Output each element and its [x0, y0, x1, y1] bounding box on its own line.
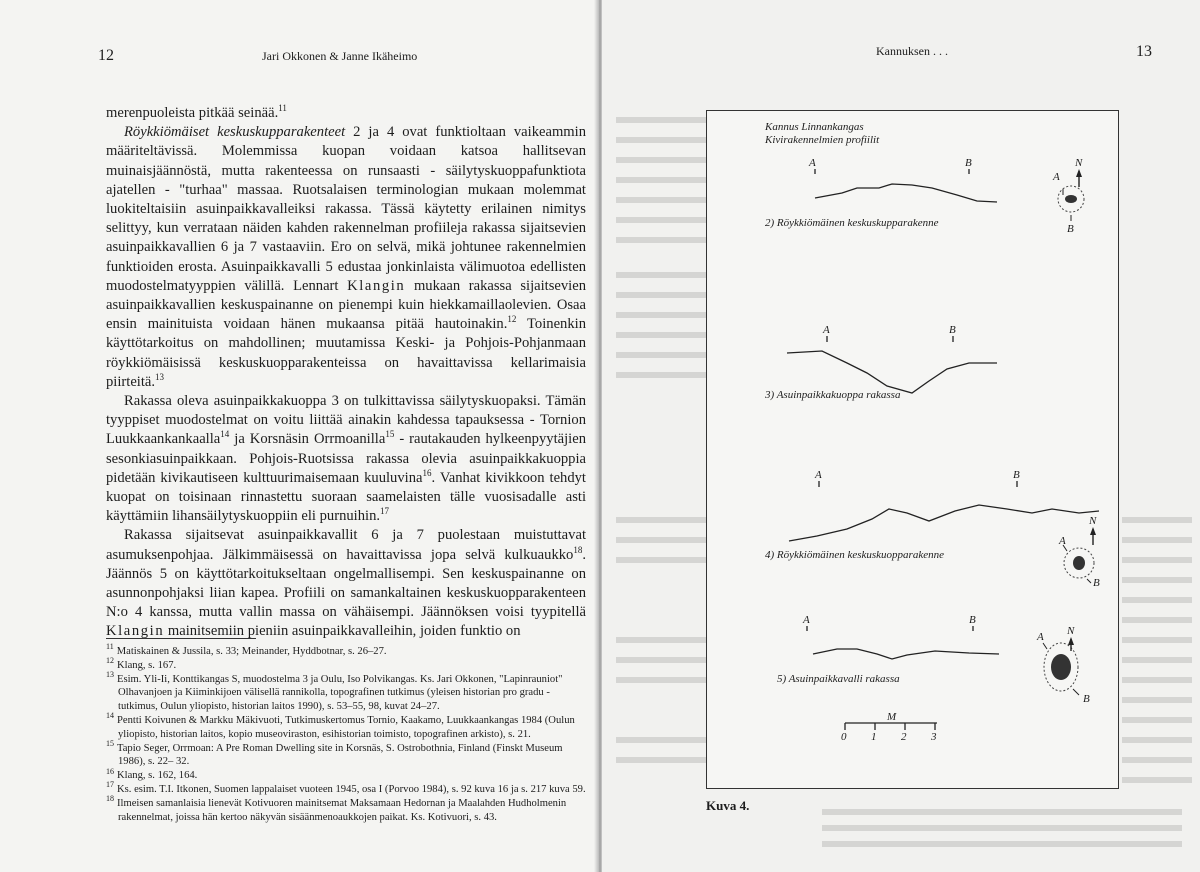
- profile-5-label-b: B: [969, 614, 976, 626]
- figure-title-line-2: Kivirakennelmien profiilit: [765, 134, 880, 146]
- scale-tick-1: 1: [871, 731, 877, 743]
- scale-bar: [845, 723, 937, 730]
- paragraph-2: Röykkiömäiset keskuskupparakenteet 2 ja 4 ovat funktioltaan vaikeammin määriteltävissä. Molemmissa kuopan voidaan katsoa hallitsevan muinaisjäännöstä, mutta rakenteessa on runsaasti - säilytyskuoppafunktiota ajatellen - "turhaa" massaa. Ruotsalaisen terminologian mukaan molemmat luokiteltaisiin asuinpaikkavalleiksi rakassa. Tässä käytetty erilainen nimitys selittyy, kun verrataan näiden kahden rakennelman profiileja rakassa sijaitsevien asuinpaikkavallien 6 ja 7 vastaaviin. Ero on selvä, mikä johtunee rakennelmien funktioiden erosta. Asuinpaikkavalli 5 edustaa jonkinlaista välimuotoa edellisten muodostelmatyyppien välillä. Lennart Klangin mukaan rakassa sijaitsevien asuinpaikkavallien keskuspainanne on pienempi kuin hiekkamaillaolevien. Osaa ensin mainituista voidaan hänen mukaansa pitää hautoinakin.$^{12}$ Toinenkin käyttötarkoitus on mahdollinen; muutamissa Keski- ja Pohjois-Pohjanmaan röykkiömäisissä keskuskuopparakenteissa on havaittavissa kellarimaisia piirteitä.$^{13}$: [106, 124, 586, 390]
- profile-2-line: [815, 184, 997, 202]
- footnote-rule: [106, 638, 256, 639]
- profile-5-caption: 5) Asuinpaikkavalli rakassa: [777, 673, 900, 685]
- footnotes: [106, 638, 586, 824]
- scale-tick-3: 3: [931, 731, 937, 743]
- plan-view-2: [1058, 169, 1084, 221]
- page-number-left: 12: [98, 47, 114, 64]
- running-header-right: Kannuksen . . .: [876, 44, 948, 58]
- plan-view-4: [1063, 527, 1096, 583]
- plan-2-label-b: B: [1067, 223, 1074, 235]
- main-text: [106, 104, 586, 642]
- page-number-right: 13: [1136, 43, 1152, 60]
- plan-2-label-a: A: [1053, 171, 1060, 183]
- paragraph-3: Rakassa oleva asuinpaikkakuoppa 3 on tulkittavissa säilytyskuopaksi. Tämän tyyppiset muodostelmat on voitu liittää ainakin kahdessa tapauksessa - Tornion Luukkaankankaalla$^{14}$ ja Korsnäsin Orrmoanilla$^{15}$ - rautakauden hylkeenpyytäjien sesonkiasuinpaikkaan. Pohjois-Ruotsissa rakassa olevia asuinpaikkakuoppia pidetään kivikautiseen kulttuurimaisemaan kuuluvina$^{16}$. Vanhat kivikkoon tehdyt kuopat on toisinaan rinnastettu suoraan saamelaisten tälle vuosisadalle asti käyttämiin lihansäilytyskuoppiin eli purnuihin.$^{17}$: [106, 393, 586, 525]
- profile-2-caption: 2) Röykkiömäinen keskuskupparakenne: [765, 217, 939, 229]
- plan-5-label-b: B: [1083, 693, 1090, 705]
- footnote-12: $^{12}$ Klang, s. 167.: [106, 656, 177, 671]
- profile-3-label-b: B: [949, 324, 956, 336]
- profile-drawings: [707, 111, 1118, 788]
- profile-4-line: [789, 505, 1099, 541]
- scale-unit: M: [887, 711, 897, 723]
- profile-5-label-a: A: [803, 614, 810, 626]
- footnote-18: $^{18}$ Ilmeisen samanlaisia lienevät Kotivuoren mainitsemat Maksamaan Hedornan ja Maalahden Hudholmenin rakennelmat, joissa hän kertoo näkyvän sisäänmenoaukkojen paikat. Ks. Kotivuori, s. 43.: [106, 794, 567, 823]
- profile-3-label-a: A: [823, 324, 830, 336]
- footnote-16: $^{16}$ Klang, s. 162, 164.: [106, 766, 198, 782]
- profile-4-label-a: A: [815, 469, 822, 481]
- left-page: [0, 0, 598, 872]
- figure-title-line-1: Kannus Linnankangas: [765, 121, 864, 133]
- north-label-5: N: [1067, 625, 1075, 637]
- paragraph-1: merenpuoleista pitkää seinää.$^{11}$: [106, 103, 287, 121]
- plan-4-label-b: B: [1093, 577, 1100, 589]
- running-header-left: Jari Okkonen & Janne Ikäheimo: [262, 49, 418, 63]
- north-label-4: N: [1089, 515, 1097, 527]
- footnote-17: $^{17}$ Ks. esim. T.I. Itkonen, Suomen lappalaiset vuoteen 1945, osa I (Porvoo 1984), s. 92 kuva 16 ja s. 217 kuva 59.: [106, 780, 586, 795]
- footnote-13: $^{13}$ Esim. Yli-Ii, Konttikangas S, muodostelma 3 ja Oulu, Iso Polvikangas. Ks. Jari Okkonen, "Lapinrauniot" Olhavanjoen ja Kiiminkijoen välisellä rannikolla, topografinen tutkimus (yleisen historian pro gradu -tutkimus, Oulun yliopisto, historian laitos 1990), s. 53–55, 98, kuvat 24–27.: [106, 670, 563, 713]
- figure-label: Kuva 4.: [706, 798, 750, 813]
- profile-3-line: [787, 351, 997, 393]
- profile-5-line: [813, 649, 999, 659]
- profile-4-label-b: B: [1013, 469, 1020, 481]
- profile-4-caption: 4) Röykkiömäinen keskuskuopparakenne: [765, 549, 944, 561]
- scale-tick-2: 2: [901, 731, 907, 743]
- figure-profiles: [706, 110, 1119, 789]
- plan-5-label-a: A: [1037, 631, 1044, 643]
- figure-title: [765, 121, 879, 147]
- profile-2-label-a: A: [809, 157, 816, 169]
- north-label-2: N: [1075, 157, 1083, 169]
- profile-2-label-b: B: [965, 157, 972, 169]
- footnote-11: $^{11}$ Matiskainen & Jussila, s. 33; Meinander, Hyddbotnar, s. 26–27.: [106, 642, 387, 657]
- footnote-14: $^{14}$ Pentti Koivunen & Markku Mäkivuoti, Tutkimuskertomus Tornio, Kaakamo, Luukkaankangas 1984 (Oulun yliopisto, historian laitos, kopio museoviraston, esihistorian toimisto, topografinen arkisto), s. 21.: [106, 711, 575, 740]
- plan-4-label-a: A: [1059, 535, 1066, 547]
- plan-view-5: [1043, 637, 1079, 695]
- scale-tick-0: 0: [841, 731, 847, 743]
- footnote-15: $^{15}$ Tapio Seger, Orrmoan: A Pre Roman Dwelling site in Korsnäs, S. Ostrobothnia, Finland (Finskt Museum 1986), s. 22– 32.: [106, 739, 563, 768]
- paragraph-4: Rakassa sijaitsevat asuinpaikkavallit 6 ja 7 puolestaan muistuttavat asumuksenpohjaa. Jälkimmäisessä on havaittavissa jopa selvä kulkuaukko$^{18}$. Jäännös 5 on käyttötarkoitukseltaan ongelmallisempi. Sen keskuspainanne on asunnonpohjaksi liian kapea. Profiili on samankaltainen keskuskuopparakenteen N:o 4 kanssa, mutta vallin massa on vähäisempi. Jäännöksen voisi tyypitellä Klangin mainitsemiin pieniin asuinpaikkavalleihin, joiden funktio on: [106, 527, 586, 640]
- profile-3-caption: 3) Asuinpaikkakuoppa rakassa: [765, 389, 901, 401]
